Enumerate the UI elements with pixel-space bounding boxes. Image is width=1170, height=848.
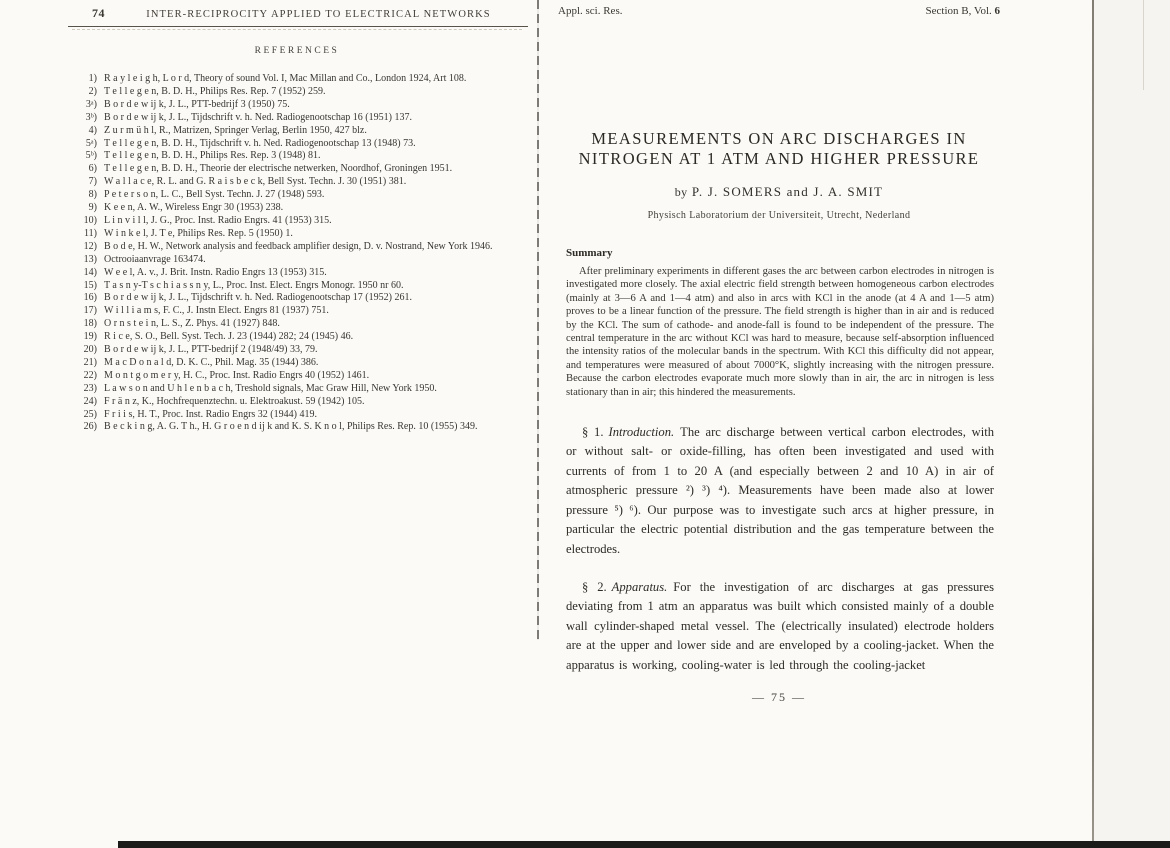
page-edge-line — [1092, 0, 1094, 848]
reference-number: 16) — [83, 292, 97, 304]
references-list — [62, 73, 532, 434]
right-page-number: — 75 — — [752, 689, 806, 704]
reference-number: 11) — [84, 227, 97, 239]
reference-entry — [82, 138, 532, 151]
reference-number: 26) — [83, 421, 97, 433]
reference-entry — [82, 176, 532, 189]
affiliation: Physisch Laboratorium der Universiteit, Utrecht, Nederland — [647, 210, 911, 221]
reference-text: B o r d e w ij k, J. L., Tijdschrift v. h. Ned. Radiogenootschap 17 (1952) 261. — [104, 292, 412, 304]
article-title — [556, 129, 1002, 169]
reference-text: B o d e, H. W., Network analysis and feedback amplifier design, D. v. Nostrand, New York 1946. — [104, 240, 493, 252]
reference-entry — [82, 409, 532, 422]
reference-number: 8) — [88, 189, 97, 201]
reference-number: 21) — [83, 356, 97, 368]
section-volume — [926, 5, 1000, 17]
reference-number: 3ᵇ) — [85, 111, 97, 123]
section-text: The arc discharge between vertical carbon electrodes, with or without salt- or oxide-filling, has often been investigated and used with currents of from 1 to 20 A (and especially between 2 and 10 A) in air of atmospheric pressure ²) ³) ⁴). Measurements have been made also at lower pressure ⁵) ⁶). Our purpose was to investigate such arcs at higher pressure, in particular the electric potential distribution and the gas temperature between the electrodes. — [566, 425, 994, 556]
reference-entry — [82, 254, 532, 267]
reference-text: R a y l e i g h, L o r d, Theory of sound Vol. I, Mac Millan and Co., London 1924, Art 108. — [104, 73, 467, 84]
reference-entry — [82, 370, 532, 383]
authors: P. J. SOMERS and J. A. SMIT — [691, 184, 884, 199]
reference-text: K e e n, A. W., Wireless Engr 30 (1953) 238. — [104, 202, 284, 214]
reference-entry — [82, 383, 532, 396]
reference-number: 17) — [83, 305, 97, 317]
reference-number: 5ᵇ) — [85, 150, 97, 162]
right-page — [556, 0, 1002, 705]
body-sections — [556, 423, 1002, 675]
reference-text: B o r d e w ij k, J. L., PTT-bedrijf 2 (1948/49) 33, 79. — [104, 344, 318, 356]
summary-heading: Summary — [566, 247, 613, 259]
reference-text: T e l l e g e n, B. D. H., Tijdschrift v. h. Ned. Radiogenootschap 13 (1948) 73. — [104, 137, 416, 149]
body-paragraph — [566, 423, 994, 559]
references-heading: REFERENCES — [254, 46, 340, 56]
reference-number: 3ᵃ) — [85, 98, 97, 110]
reference-text: Z u r m ü h l, R., Matrizen, Springer Verlag, Berlin 1950, 427 blz. — [104, 124, 367, 136]
article-title-line2: NITROGEN AT 1 ATM AND HIGHER PRESSURE — [578, 149, 980, 168]
article-title-line1: MEASUREMENTS ON ARC DISCHARGES IN — [591, 129, 967, 148]
reference-entry — [82, 99, 532, 112]
section-title: Introduction. — [608, 425, 675, 440]
reference-entry — [82, 357, 532, 370]
reference-entry — [82, 150, 532, 163]
reference-number: 13) — [83, 253, 97, 265]
reference-text: T e l l e g e n, B. D. H., Philips Res. Rep. 3 (1948) 81. — [104, 150, 321, 162]
summary-paragraph: After preliminary experiments in different gases the arc between carbon electrodes in nitrogen is investigated more closely. The axial electric field strength between homogeneous carbon electrodes (mainly at 3—6 A and 1—4 atm) and also in arcs with KCl in the anode (at 4 A and 1—5 atm) proves to be a linear function of the pressure. The field strength is higher than in air and is reduced by the KCl. The sum of cathode- and anode-fall is found to be independent of the pressure. The central temperature in the arc without KCl was hard to measure, because self-absorption influenced the intensity ratios of the molecular bands in the spectrum. With KCl this difficulty did not appear, and temperatures were measured of about 7000°K, slightly increasing with the nitrogen pressure. Because the carbon electrodes evaporate much more slowly than in air, the arc in nitrogen is less stationary than in air; this hindered the measurements. — [566, 266, 994, 398]
reference-entry — [82, 280, 532, 293]
scan-bottom-band — [118, 841, 1170, 848]
reference-entry — [82, 396, 532, 409]
reference-entry — [82, 267, 532, 280]
reference-text: W a l l a c e, R. L. and G. R a i s b e c k, Bell Syst. Techn. J. 30 (1951) 381. — [104, 176, 407, 188]
center-fold-line — [537, 0, 539, 640]
reference-text: W i l l i a m s, F. C., J. Instn Elect. Engrs 81 (1937) 751. — [104, 305, 329, 317]
reference-text: P e t e r s o n, L. C., Bell Syst. Techn. J. 27 (1948) 593. — [104, 189, 325, 201]
reference-entry — [82, 228, 532, 241]
reference-entry — [82, 331, 532, 344]
left-page-header — [62, 0, 532, 24]
reference-text: B o r d e w ij k, J. L., PTT-bedrijf 3 (1950) 75. — [104, 98, 290, 110]
reference-number: 22) — [83, 369, 97, 381]
header-rule-faint — [72, 29, 522, 30]
byline — [556, 184, 1002, 200]
reference-text: M o n t g o m e r y, H. C., Proc. Inst. Radio Engrs 40 (1952) 1461. — [104, 369, 370, 381]
reference-number: 19) — [83, 331, 97, 343]
section-text: For the investigation of arc discharges at gas pressures deviating from 1 atm an apparatus was built which consisted mainly of a double wall cylinder-shaped metal vessel. The (electrically insulated) electrode holders are at the upper and lower side and are enveloped by a cooling-jacket. When the apparatus is working, cooling-water is led through the cooling-jacket — [566, 579, 994, 672]
reference-text: L a w s o n and U h l e n b a c h, Treshold signals, Mac Graw Hill, New York 1950. — [104, 382, 437, 394]
reference-number: 5ᵃ) — [85, 137, 97, 149]
reference-text: W i n k e l, J. T e, Philips Res. Rep. 5 (1950) 1. — [104, 227, 293, 239]
outer-edge-line — [1143, 0, 1144, 90]
reference-entry — [82, 215, 532, 228]
reference-number: 14) — [83, 266, 97, 278]
reference-number: 25) — [83, 408, 97, 420]
reference-text: W e e l, A. v., J. Brit. Instn. Radio Engrs 13 (1953) 315. — [104, 266, 327, 278]
reference-text: B o r d e w ij k, J. L., Tijdschrift v. h. Ned. Radiogenootschap 16 (1951) 137. — [104, 111, 412, 123]
by-word: by — [674, 185, 688, 199]
left-page — [62, 0, 532, 434]
running-title: INTER-RECIPROCITY APPLIED TO ELECTRICAL NETWORKS — [146, 9, 491, 20]
reference-number: 7) — [88, 176, 97, 188]
reference-entry — [82, 421, 532, 434]
reference-number: 6) — [88, 163, 97, 175]
reference-entry — [82, 344, 532, 357]
reference-text: R i c e, S. O., Bell. Syst. Tech. J. 23 (1944) 282; 24 (1945) 46. — [104, 331, 354, 343]
reference-entry — [82, 125, 532, 138]
reference-text: F r i i s, H. T., Proc. Inst. Radio Engrs 32 (1944) 419. — [104, 408, 317, 420]
reference-number: 20) — [83, 344, 97, 356]
reference-number: 24) — [83, 395, 97, 407]
paper-edge-margin — [1094, 0, 1170, 848]
reference-text: F r ä n z, K., Hochfrequenztechn. u. Elektroakust. 59 (1942) 105. — [104, 395, 365, 407]
reference-number: 18) — [83, 318, 97, 330]
section-marker: § 2. — [582, 579, 607, 594]
reference-text: T e l l e g e n, B. D. H., Theorie der electrische netwerken, Noordhof, Groningen 1951. — [104, 163, 453, 175]
reference-number: 15) — [83, 279, 97, 291]
reference-text: T a s n y-T s c h i a s s n y, L., Proc. Inst. Elect. Engrs Monogr. 1950 nr 60. — [104, 279, 404, 291]
reference-entry — [82, 305, 532, 318]
section-title: Apparatus. — [611, 579, 668, 594]
reference-number: 23) — [83, 382, 97, 394]
header-rule — [68, 26, 528, 27]
reference-entry — [82, 189, 532, 202]
reference-text: T e l l e g e n, B. D. H., Philips Res. Rep. 7 (1952) 259. — [104, 85, 326, 97]
reference-entry — [82, 202, 532, 215]
reference-text: O r n s t e i n, L. S., Z. Phys. 41 (1927) 848. — [104, 318, 280, 330]
reference-entry — [82, 163, 532, 176]
reference-text: B e c k i n g, A. G. T h., H. G r o e n d ij k and K. S. K n o l, Philips Res. Rep. 10 (1955) 349. — [104, 421, 478, 433]
reference-entry — [82, 292, 532, 305]
volume-number: 6 — [994, 5, 1000, 17]
reference-number: 10) — [83, 214, 97, 226]
right-page-header — [556, 0, 1002, 17]
reference-number: 1) — [88, 73, 97, 84]
reference-entry — [82, 318, 532, 331]
left-page-number: 74 — [92, 6, 105, 20]
reference-entry — [82, 241, 532, 254]
reference-text: M a c D o n a l d, D. K. C., Phil. Mag. 35 (1944) 386. — [104, 356, 319, 368]
reference-number: 9) — [88, 202, 97, 214]
body-paragraph — [566, 578, 994, 675]
reference-text: Octrooiaanvrage 163474. — [104, 253, 206, 265]
journal-name: Appl. sci. Res. — [558, 5, 623, 17]
section-label: Section B, Vol. — [925, 5, 992, 17]
reference-number: 4) — [88, 124, 97, 136]
reference-number: 12) — [83, 240, 97, 252]
reference-entry — [82, 112, 532, 125]
reference-entry — [82, 73, 532, 86]
reference-number: 2) — [88, 85, 97, 97]
reference-entry — [82, 86, 532, 99]
section-marker: § 1. — [582, 425, 604, 440]
reference-text: L i n v i l l, J. G., Proc. Inst. Radio Engrs. 41 (1953) 315. — [104, 214, 332, 226]
